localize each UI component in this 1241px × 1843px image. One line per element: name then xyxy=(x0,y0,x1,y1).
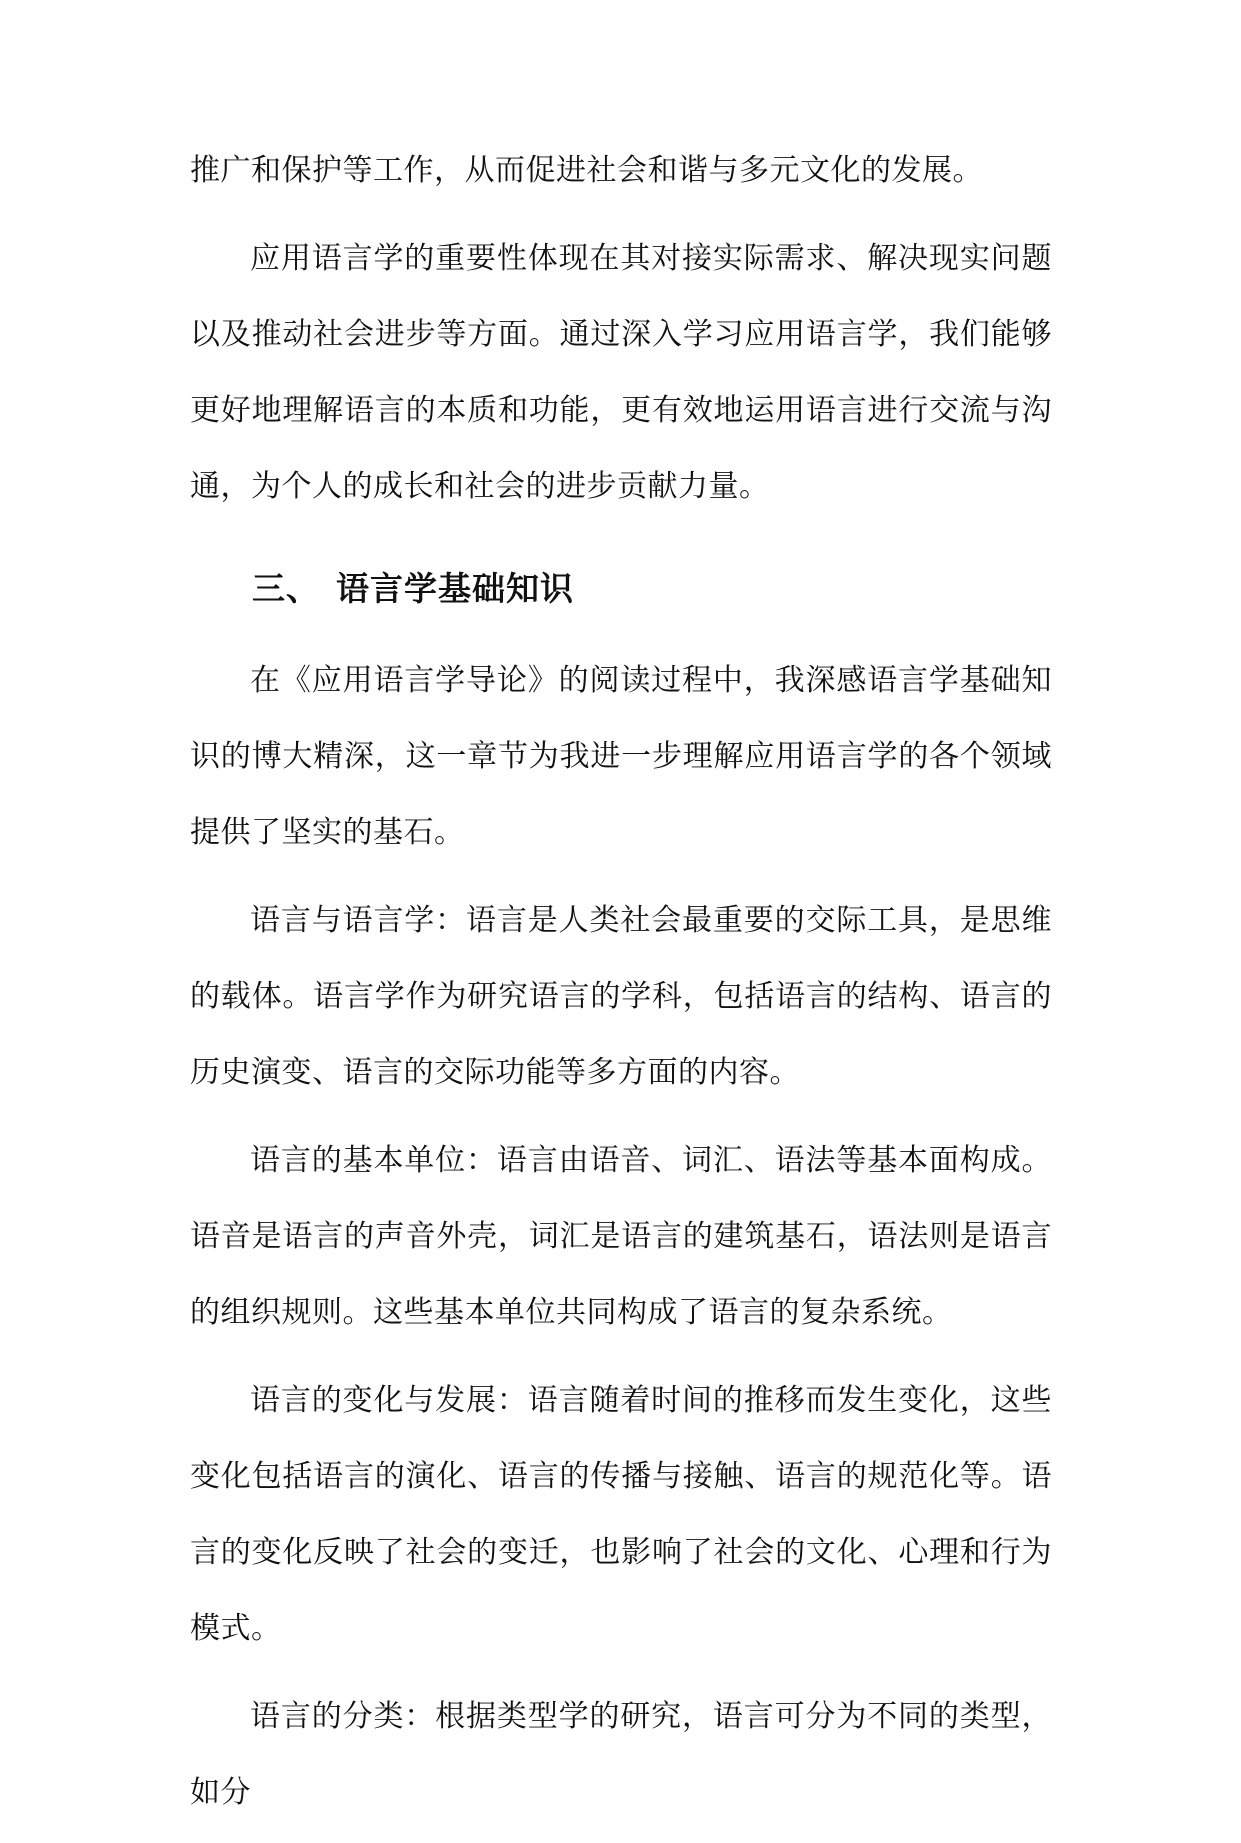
section-title: 语言学基础知识 xyxy=(336,569,574,608)
paragraph-importance: 应用语言学的重要性体现在其对接实际需求、解决现实问题以及推动社会进步等方面。通过深入学习应用语言学，我们能够更好地理解语言的本质和功能，更有效地运用语言进行交流与沟通，为个人的成长和社会的进步贡献力量。 xyxy=(190,241,1052,504)
section-heading xyxy=(190,551,1052,627)
paragraph-continuation: 推广和保护等工作，从而促进社会和谐与多元文化的发展。 xyxy=(190,153,983,188)
document-body xyxy=(190,133,1052,1843)
paragraph-basic-units: 语言的基本单位：语言由语音、词汇、语法等基本面构成。语音是语言的声音外壳，词汇是语言的建筑基石，语法则是语言的组织规则。这些基本单位共同构成了语言的复杂系统。 xyxy=(190,1143,1052,1330)
paragraph-language-and-linguistics: 语言与语言学：语言是人类社会最重要的交际工具，是思维的载体。语言学作为研究语言的学科，包括语言的结构、语言的历史演变、语言的交际功能等多方面的内容。 xyxy=(190,903,1052,1090)
paragraph-classification: 语言的分类：根据类型学的研究，语言可分为不同的类型，如分 xyxy=(190,1699,1052,1810)
paragraph-intro: 在《应用语言学导论》的阅读过程中，我深感语言学基础知识的博大精深，这一章节为我进一步理解应用语言学的各个领域提供了坚实的基石。 xyxy=(190,663,1052,850)
paragraph-change-and-development: 语言的变化与发展：语言随着时间的推移而发生变化，这些变化包括语言的演化、语言的传播与接触、语言的规范化等。语言的变化反映了社会的变迁，也影响了社会的文化、心理和行为模式。 xyxy=(190,1383,1052,1646)
section-number: 三、 xyxy=(252,569,320,608)
